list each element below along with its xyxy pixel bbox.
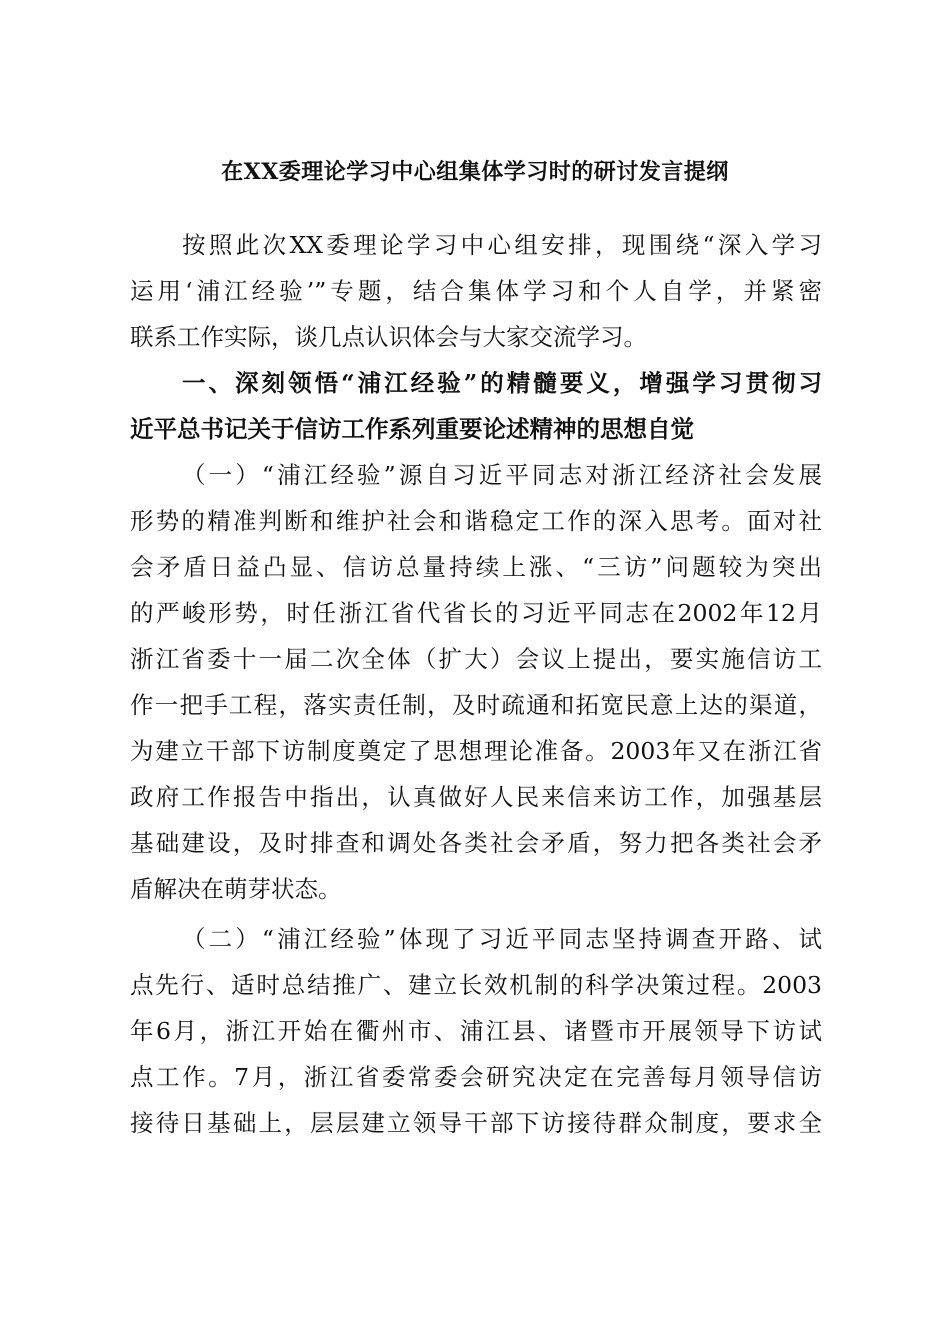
text-line: 作一把手工程，落实责任制，及时疏通和拓宽民意上达的渠道，	[130, 691, 822, 719]
heading-line: 一、深刻领悟“浦江经验”的精髓要义，增强学习贯彻习	[182, 369, 822, 397]
text-line: 为建立干部下访制度奠定了思想理论准备。2003年又在浙江省	[130, 737, 822, 765]
heading-line: 近平总书记关于信访工作系列重要论述精神的思想自觉	[130, 415, 694, 443]
text-line: 形势的精准判断和维护社会和谐稳定工作的深入思考。面对社	[130, 507, 822, 535]
text-line: 联系工作实际，谈几点认识体会与大家交流学习。	[130, 323, 647, 351]
paragraph-1	[130, 452, 822, 912]
text-line: 接待日基础上，层层建立领导干部下访接待群众制度，要求全	[130, 1109, 822, 1137]
text-line: 会矛盾日益凸显、信访总量持续上涨、“三访”问题较为突出	[130, 553, 822, 581]
text-line: 基础建设，及时排查和调处各类社会矛盾，努力把各类社会矛	[130, 829, 822, 857]
document-title: 在XX委理论学习中心组集体学习时的研讨发言提纲	[221, 159, 729, 185]
text-line: 按照此次XX委理论学习中心组安排，现围绕“深入学习	[182, 231, 822, 259]
text-line: 政府工作报告中指出，认真做好人民来信来访工作，加强基层	[130, 783, 822, 811]
text-line: 点工作。7月，浙江省委常委会研究决定在完善每月领导信访	[130, 1063, 822, 1091]
document-body	[130, 222, 822, 1146]
text-line: （二）“浦江经验”体现了习近平同志坚持调查开路、试	[182, 925, 822, 953]
text-line: 运用‘浦江经验’”专题，结合集体学习和个人自学，并紧密	[130, 277, 822, 305]
text-line: 点先行、适时总结推广、建立长效机制的科学决策过程。2003	[130, 971, 822, 999]
text-line: （一）“浦江经验”源自习近平同志对浙江经济社会发展	[182, 461, 822, 489]
text-line: 盾解决在萌芽状态。	[130, 875, 342, 903]
text-line: 年6月，浙江开始在衢州市、浦江县、诸暨市开展领导下访试	[130, 1017, 822, 1045]
text-line: 浙江省委十一届二次全体（扩大）会议上提出，要实施信访工	[130, 645, 822, 673]
text-line: 的严峻形势，时任浙江省代省长的习近平同志在2002年12月	[130, 599, 822, 627]
intro-paragraph	[130, 222, 822, 360]
section-heading-1	[130, 360, 822, 452]
paragraph-2	[130, 916, 822, 1146]
